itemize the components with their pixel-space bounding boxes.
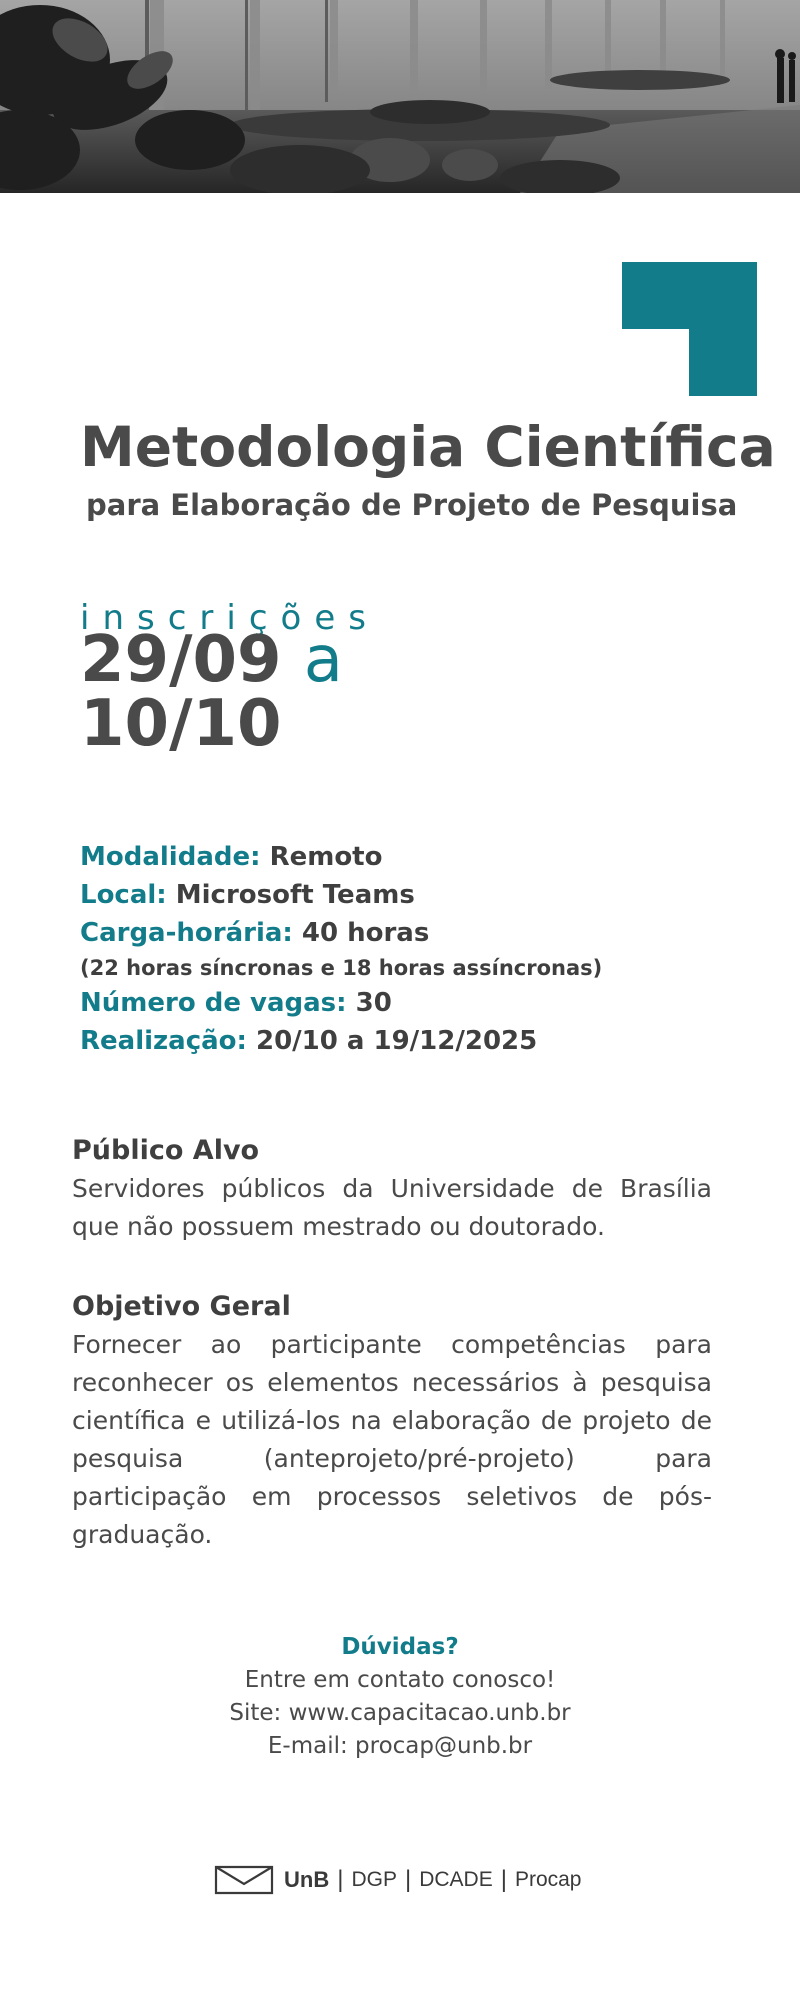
campus-garden-photo: [0, 0, 800, 193]
unb-logo-icon: [214, 1864, 274, 1896]
footer-dcade: DCADE: [419, 1868, 493, 1891]
info-vagas: [80, 984, 760, 1022]
realizacao-label: Realização:: [80, 1026, 247, 1056]
footer-unb: UnB: [284, 1867, 330, 1892]
page-title: Metodologia Científica: [80, 415, 776, 479]
page-subtitle: para Elaboração de Projeto de Pesquisa: [86, 488, 738, 522]
footer-dgp: DGP: [351, 1868, 397, 1891]
footer-procap: Procap: [514, 1868, 582, 1891]
local-value: Microsoft Teams: [175, 880, 415, 910]
realizacao-value: 20/10 a 19/12/2025: [255, 1026, 538, 1056]
modalidade-value: Remoto: [269, 842, 383, 872]
carga-label: Carga-horária:: [80, 918, 293, 948]
carga-value: 40 horas: [301, 918, 430, 948]
footer-separator: |: [404, 1866, 412, 1893]
hero-photo: [0, 0, 800, 193]
objetivo-geral-text: Fornecer ao participante competências para reconhecer os elementos necessários à pesquisa científica e utilizá-los na elaboração de projeto de pesquisa (anteprojeto/pré-projeto) para participação em processos seletivos de pós-graduação.: [72, 1330, 712, 1549]
inscricoes-separator: a: [303, 623, 343, 697]
course-info: [80, 838, 760, 1060]
footer-separator: |: [337, 1866, 344, 1893]
carga-note: (22 horas síncronas e 18 horas assíncronas): [80, 956, 603, 980]
contact-site[interactable]: Site: www.capacitacao.unb.br: [229, 1700, 571, 1726]
contact-line: Entre em contato conosco!: [244, 1667, 556, 1693]
info-carga: [80, 914, 760, 952]
vagas-label: Número de vagas:: [80, 988, 347, 1018]
publico-alvo-heading: Público Alvo: [72, 1135, 260, 1166]
info-realizacao: [80, 1022, 760, 1060]
publico-alvo-text: Servidores públicos da Universidade de Brasília que não possuem mestrado ou doutorado.: [72, 1174, 712, 1241]
contact-email[interactable]: E-mail: procap@unb.br: [267, 1733, 533, 1759]
vagas-value: 30: [355, 988, 392, 1018]
footer-logos: [214, 1862, 582, 1898]
inscricoes-label: inscrições: [80, 598, 379, 638]
info-local: [80, 876, 760, 914]
inscricoes-start-line: [80, 623, 343, 697]
local-label: Local:: [80, 880, 167, 910]
info-modalidade: [80, 838, 760, 876]
inscricoes-start-date: 29/09: [80, 623, 282, 697]
contact-section: [0, 1630, 800, 1763]
publico-alvo-section: [72, 1132, 712, 1246]
objetivo-geral-section: [72, 1288, 712, 1554]
teal-accent-shape: [622, 262, 757, 396]
footer-separator: |: [500, 1866, 507, 1893]
contact-question: Dúvidas?: [341, 1634, 459, 1660]
objetivo-geral-heading: Objetivo Geral: [72, 1291, 291, 1322]
inscricoes-end-date: 10/10: [80, 687, 282, 761]
modalidade-label: Modalidade:: [80, 842, 261, 872]
